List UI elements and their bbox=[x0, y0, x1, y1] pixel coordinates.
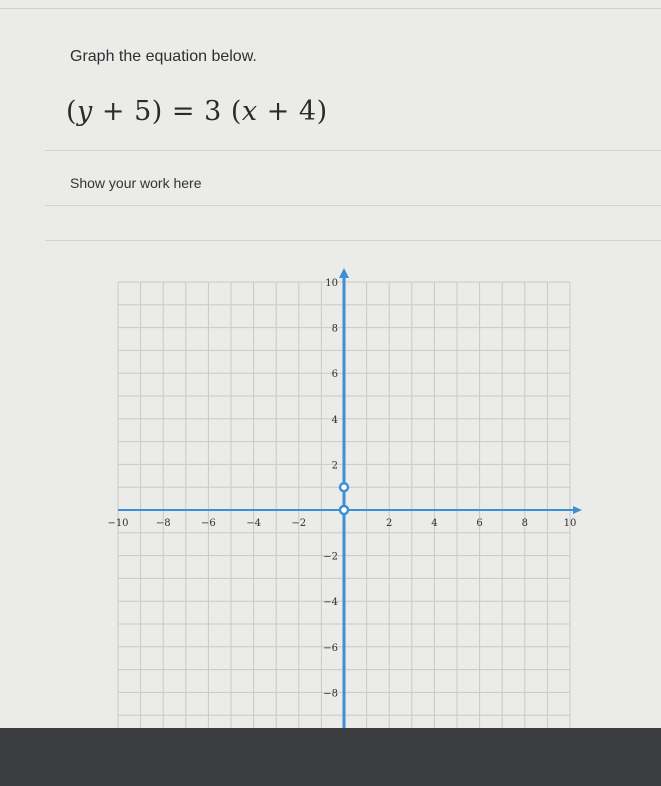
x-tick-label: −4 bbox=[246, 518, 261, 529]
x-tick-label: −8 bbox=[155, 518, 171, 529]
y-tick-label: 10 bbox=[325, 278, 338, 289]
plotted-point bbox=[340, 483, 348, 491]
y-axis-arrow-icon bbox=[339, 268, 349, 278]
plotted-point bbox=[340, 506, 348, 514]
equation-var-x: x bbox=[241, 96, 258, 127]
x-tick-label: −2 bbox=[291, 518, 307, 529]
work-label: Show your work here bbox=[70, 175, 202, 191]
x-tick-label: 2 bbox=[386, 518, 393, 529]
y-tick-label: 2 bbox=[331, 460, 338, 472]
y-tick-label: −2 bbox=[323, 551, 338, 563]
bottom-bar bbox=[0, 728, 661, 786]
x-tick-label: −10 bbox=[107, 518, 129, 529]
question-prompt: Graph the equation below. bbox=[70, 48, 257, 65]
x-tick-label: −6 bbox=[201, 518, 216, 529]
x-tick-label: 8 bbox=[521, 518, 528, 529]
x-tick-label: 10 bbox=[563, 518, 577, 529]
y-tick-label: −8 bbox=[323, 688, 338, 700]
equation-middle: + 5) = 3 ( bbox=[92, 96, 242, 127]
y-tick-label: −6 bbox=[323, 642, 338, 654]
equation-end: + 4) bbox=[257, 96, 328, 127]
equation-var-y: y bbox=[77, 96, 93, 127]
x-tick-label: 4 bbox=[431, 518, 438, 529]
x-tick-label: 6 bbox=[476, 518, 483, 529]
x-axis-arrow-icon bbox=[573, 506, 582, 514]
y-tick-label: 6 bbox=[331, 369, 338, 381]
y-tick-label: 8 bbox=[331, 323, 338, 335]
equation-open-paren: ( bbox=[66, 96, 78, 127]
y-tick-label: −4 bbox=[323, 597, 338, 609]
y-tick-label: 4 bbox=[331, 414, 338, 426]
